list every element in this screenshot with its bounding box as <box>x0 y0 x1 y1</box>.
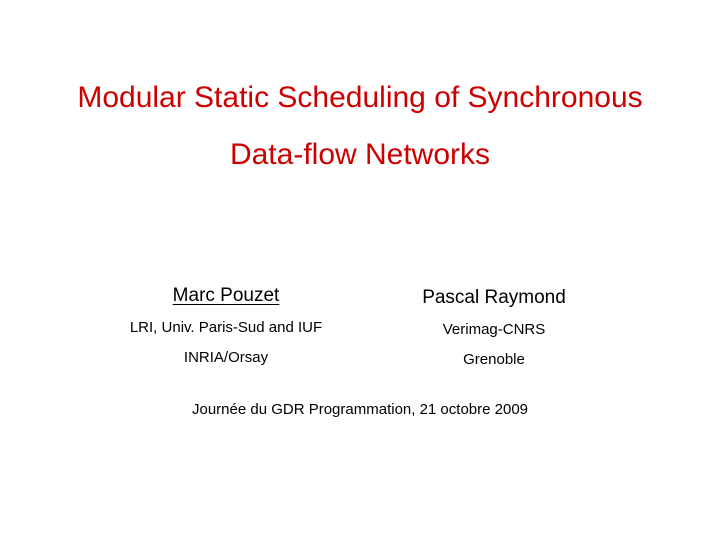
event-line: Journée du GDR Programmation, 21 octobre 2009 <box>191 401 529 418</box>
author-affiliation-pouzet-1: LRI, Univ. Paris-Sud and IUF <box>129 319 323 336</box>
author-affiliation-pouzet-2: INRIA/Orsay <box>183 349 269 366</box>
author-name-raymond: Pascal Raymond <box>422 287 566 308</box>
author-affiliation-raymond-1: Verimag-CNRS <box>442 321 546 338</box>
title-line-1: Modular Static Scheduling of Synchronous <box>77 81 643 114</box>
author-block-pouzet <box>90 284 362 368</box>
title-line-2: Data-flow Networks <box>229 138 491 171</box>
author-block-raymond <box>372 286 616 370</box>
author-affiliation-raymond-2: Grenoble <box>463 351 525 368</box>
author-name-pouzet[interactable]: Marc Pouzet <box>172 285 280 306</box>
